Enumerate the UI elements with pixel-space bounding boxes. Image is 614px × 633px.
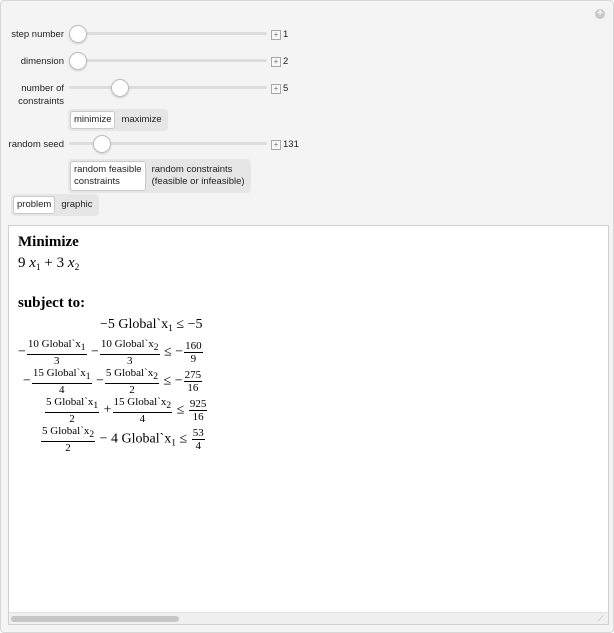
slider-track <box>69 86 267 89</box>
number-of-constraints-value: 5 <box>283 83 289 94</box>
constraint-5: $\frac{\text{5 Global`x2}}{2}$ − 4 $Global`x_1$ ≤ $\frac{53}{4}$ <box>42 425 204 454</box>
expand-plus-icon[interactable]: + <box>595 9 605 19</box>
constraint-type-toggle <box>68 159 251 193</box>
constraint-1 <box>100 317 203 334</box>
dimension-label: dimension <box>20 56 64 67</box>
horizontal-scrollbar[interactable] <box>9 612 608 624</box>
number-of-constraints-slider[interactable] <box>69 80 267 94</box>
fraction: $\frac{53}{4}$ <box>192 427 204 452</box>
term: − 4 Global`x <box>99 431 172 447</box>
fraction: $\frac{\text{5 Global`x2}}{2}$ <box>105 367 159 396</box>
view-toggle <box>11 194 99 216</box>
number-of-constraints-label: number of constraints <box>18 83 64 107</box>
coef: 3 <box>56 255 65 271</box>
fraction: $\frac{\text{10 Global`x1}}{3}$ <box>27 338 86 367</box>
constraints-heading: subject to: <box>18 295 86 311</box>
slider-thumb[interactable] <box>111 79 129 97</box>
coef: 9 <box>18 255 26 271</box>
graphic-tab[interactable]: graphic <box>61 199 93 210</box>
step-number-value: 1 <box>283 29 289 40</box>
slider-thumb[interactable] <box>69 25 87 43</box>
minimize-option[interactable]: minimize <box>70 111 115 129</box>
random-any-option[interactable]: random constraints (feasible or infeasible) <box>151 164 245 187</box>
fraction: $\frac{\text{15 Global`x2}}{4}$ <box>113 396 172 425</box>
fraction: $\frac{\text{10 Global`x2}}{3}$ <box>100 338 159 367</box>
slider-track <box>69 59 267 62</box>
maximize-option[interactable]: maximize <box>121 114 162 125</box>
slider-thumb[interactable] <box>69 52 87 70</box>
number-of-constraints-expand-icon[interactable]: + <box>271 84 281 94</box>
fraction: $\frac{\text{5 Global`x1}}{2}$ <box>46 396 99 425</box>
op: + <box>44 255 53 271</box>
subscript: 2 <box>74 263 80 273</box>
slider-track <box>69 32 267 35</box>
constraint-4: $\frac{\text{5 Global`x1}}{2}$ + $\frac{\text{15 Global`x2}}{4}$ ≤ $\frac{925}{16}$ <box>46 396 207 425</box>
random-feasible-option[interactable]: random feasible constraints <box>70 161 146 191</box>
slider-thumb[interactable] <box>93 135 111 153</box>
problem-tab[interactable]: problem <box>13 196 55 214</box>
objective-expression <box>18 255 79 273</box>
fraction: $\frac{\text{15 Global`x1}}{4}$ <box>32 367 91 396</box>
step-number-label: step number <box>11 29 64 40</box>
random-seed-value: 131 <box>283 139 299 150</box>
constraint-3: − $\frac{\text{15 Global`x1}}{4}$ − $\frac{\text{5 Global`x2}}{2}$ ≤ − $\frac{275}{16}$ <box>23 367 202 396</box>
random-seed-label: random seed <box>8 139 64 150</box>
random-seed-expand-icon[interactable]: + <box>271 140 281 150</box>
fraction: $\frac{160}{9}$ <box>185 340 202 365</box>
output-pane <box>8 225 609 625</box>
var: x <box>67 255 75 271</box>
dimension-slider[interactable] <box>69 53 267 67</box>
step-number-expand-icon[interactable]: + <box>271 30 281 40</box>
fraction: $\frac{275}{16}$ <box>184 369 202 394</box>
objective-heading: Minimize <box>18 234 79 250</box>
subscript: 1 <box>168 324 173 334</box>
dimension-value: 2 <box>283 56 289 67</box>
subscript: 1 <box>35 263 41 273</box>
var: x <box>29 255 36 271</box>
fraction: $\frac{\text{5 Global`x2}}{2}$ <box>42 425 95 454</box>
relation: ≤ <box>176 317 185 332</box>
step-number-slider[interactable] <box>69 26 267 40</box>
optimize-toggle <box>68 109 168 131</box>
subscript: 1 <box>171 438 177 449</box>
fraction: $\frac{925}{16}$ <box>189 398 207 423</box>
rhs: −5 <box>187 317 203 332</box>
random-seed-slider[interactable] <box>69 136 267 150</box>
constraint-2: − $\frac{\text{10 Global`x1}}{3}$ − $\frac{\text{10 Global`x2}}{3}$ ≤ − $\frac{160}{9}$ <box>18 338 202 367</box>
scrollbar-thumb[interactable] <box>11 616 179 622</box>
lhs: −5 Global`x <box>100 317 169 332</box>
dimension-expand-icon[interactable]: + <box>271 57 281 67</box>
resize-grip-icon[interactable]: ⟋ <box>598 614 604 623</box>
